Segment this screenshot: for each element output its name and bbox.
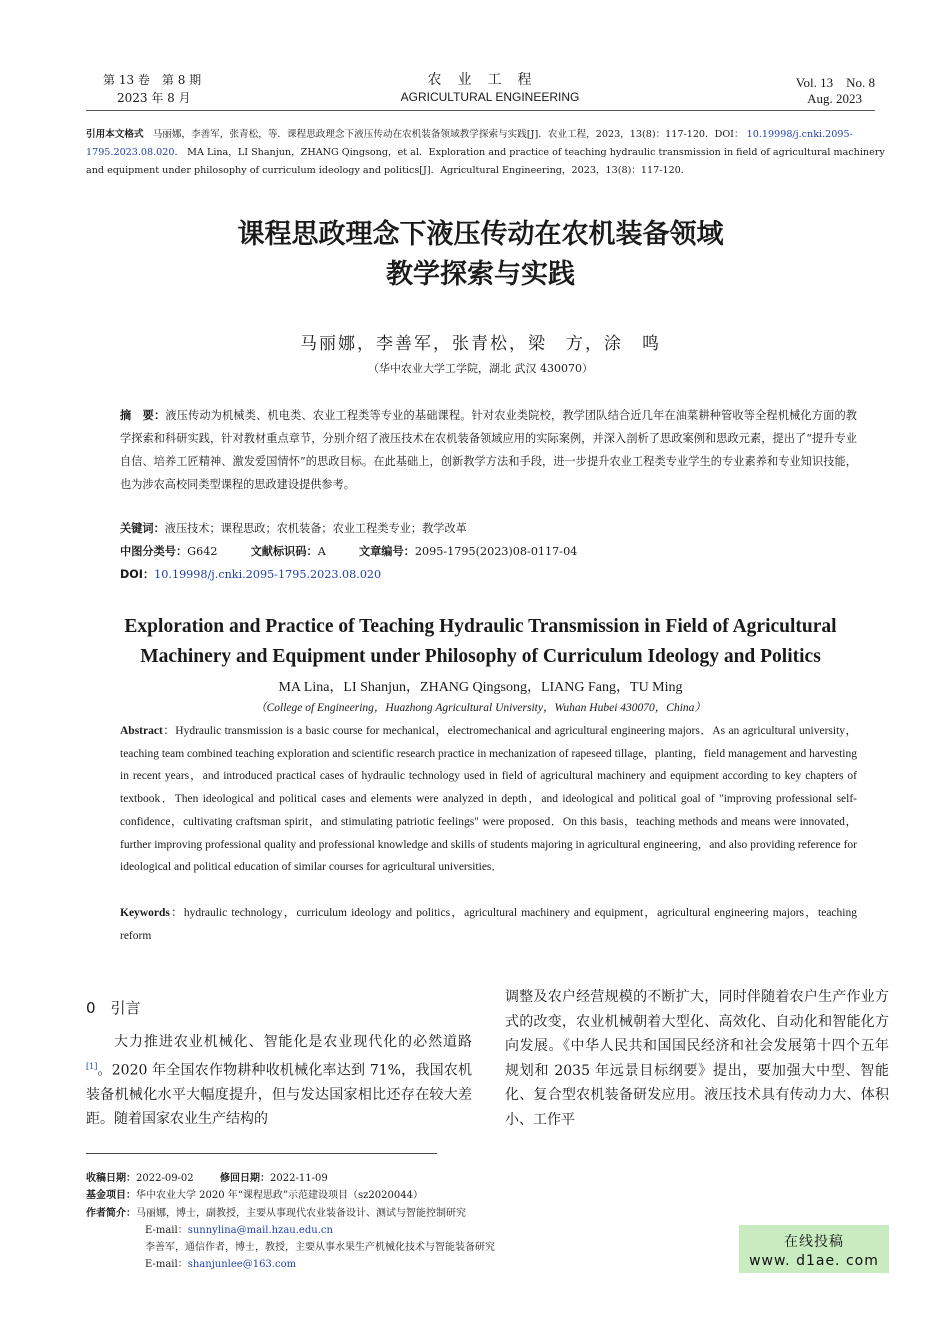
header-volume-cn: 第 13 卷 第 8 期 <box>103 73 202 87</box>
article-number-label: 文章编号： <box>358 545 415 558</box>
classification-line <box>120 541 857 563</box>
keywords-cn-text: 液压技术；课程思政；农机装备；农业工程类专业；教学改革 <box>164 522 467 535</box>
abstract-cn-text: 液压传动为机械类、机电类、农业工程类等专业的基础课程。针对农业类院校，教学团队结合近几年在油菜耕种管收等全程机械化方面的教学探索和科研实践，针对教材重点章节，分别介绍了液压技术在农机装备领域应用的实际案例，并深入剖析了思政案例和思政元素，提出了“提升专业自信、培养工匠精神、激发爱国情怀”的思政目标。在此基础上，创新教学方法和手段，进一步提升农业工程类专业学生的专业素养和专业知识技能，也为涉农高校同类型课程的思政建设提供参考。 <box>120 409 857 491</box>
title-en-line2: Machinery and Equipment under Philosophy of Curriculum Ideology and Politics <box>140 646 821 667</box>
email-1-link[interactable]: sunnylina@mail.hzau.edu.cn <box>187 1225 333 1236</box>
footnote-email-2 <box>145 1256 296 1274</box>
bio-1-text: 马丽娜，博士，副教授，主要从事现代农业装备设计、测试与智能控制研究 <box>136 1208 466 1219</box>
citation-label: 引用本文格式 <box>86 129 144 140</box>
header-journal-cn: 农 业 工 程 <box>427 72 533 88</box>
online-submission-badge[interactable] <box>739 1225 889 1273</box>
bio-label: 作者简介： <box>86 1208 136 1219</box>
footnote-email-1 <box>145 1222 333 1240</box>
authors-en: MA Lina，LI Shanjun，ZHANG Qingsong，LIANG Fang，TU Ming <box>278 680 683 695</box>
article-number-value: 2095-1795(2023)08-0117-04 <box>414 545 578 558</box>
email-2-label: E-mail： <box>145 1259 188 1270</box>
header-date-en: Aug. 2023 <box>807 91 862 106</box>
doi-line <box>120 564 857 586</box>
intro-left-column <box>86 1030 472 1132</box>
footnote-bio-1 <box>86 1205 466 1223</box>
clc-value: G642 <box>187 545 218 558</box>
intro-left-text-1: 大力推进农业机械化、智能化是农业现代化的必然道路 <box>114 1034 472 1050</box>
doi-link[interactable]: 10.19998/j.cnki.2095-1795.2023.08.020 <box>154 568 382 581</box>
online-submission-title: 在线投稿 <box>784 1234 844 1250</box>
received-date: 2022-09-02 <box>136 1173 194 1184</box>
citation-doi-link[interactable]: 10.19998/j.cnki.2095-1795.2023.08.020 <box>86 129 853 158</box>
clc-label: 中图分类号： <box>120 545 188 558</box>
fund-label: 基金项目： <box>86 1190 136 1201</box>
abstract-cn <box>120 404 857 496</box>
footnote-rule <box>86 1153 437 1154</box>
intro-right-column: 调整及农户经营规模的不断扩大，同时伴随着农户生产作业方式的改变，农业机械朝着大型化、高效化、自动化和智能化方向发展。《中华人民共和国国民经济和社会发展第十四个五年规划和 2035 年远景目标纲要》提出，要加强大中型、智能化、复合型农机装备研发应用。液压技术具有传动力大、体积小、工作平 <box>505 989 889 1128</box>
keywords-cn <box>120 518 857 540</box>
citation-text-en: . MA Lina，LI Shanjun，ZHANG Qingsong，et al．Exploration and practice of teaching hydraulic transmission in field of agricultural machinery and equipment under philosophy of curriculum ideology and politics[J]．Agricultural Engineering，2023，13(8)：117-120. <box>86 147 885 176</box>
footnote-bio-2: 李善军，通信作者，博士，教授，主要从事水果生产机械化技术与智能装备研究 <box>145 1242 495 1253</box>
abstract-en <box>120 720 857 879</box>
abstract-en-text: ：Hydraulic transmission is a basic course for mechanical，electromechanical and agricultural engineering majors．As an agricultural university，teaching team combined teaching exploration and scientific research practice in mechanization of rapeseed tillage，planting，field management and harvesting in recent years，and introduced practical cases of hydraulic technology used in field of agricultural machinery and equipment according to key chapters of textbook．Then ideological and political cases and elements were analyzed in depth，and ideological and political goal of "improving professional self-confidence，cultivating craftsman spirit，and stimulating patriotic feelings" were proposed．On this basis，teaching methods and means were innovated，further improving professional quality and professional knowledge and skills of students majoring in agricultural engineering，and also providing reference for ideological and political education of similar courses for agricultural universities． <box>120 725 857 874</box>
email-1-label: E-mail： <box>145 1225 188 1236</box>
title-cn-line2: 教学探索与实践 <box>386 259 575 290</box>
footnote-dates <box>86 1170 328 1188</box>
affiliation-en: （College of Engineering，Huazhong Agricultural University，Wuhan Hubei 430070，China） <box>255 702 706 714</box>
header-rule <box>86 110 875 111</box>
authors-cn: 马丽娜，李善军，张青松，梁 方，涂 鸣 <box>300 334 661 354</box>
received-label: 收稿日期： <box>86 1173 136 1184</box>
citation-block <box>86 126 892 180</box>
doc-code-value: A <box>317 545 326 558</box>
keywords-cn-label: 关键词： <box>120 522 165 535</box>
abstract-en-label: Abstract <box>120 725 163 737</box>
citation-text-cn: 马丽娜，李善军，张青松，等．课程思政理念下液压传动在农机装备领域教学探索与实践[J]．农业工程，2023，13(8)：117-120．DOI： <box>152 129 744 140</box>
affiliation-cn: （华中农业大学工学院，湖北 武汉 430070） <box>368 362 593 375</box>
email-2-link[interactable]: shanjunlee@163.com <box>187 1259 297 1270</box>
header-journal-en: AGRICULTURAL ENGINEERING <box>400 90 580 104</box>
title-en-line1: Exploration and Practice of Teaching Hydraulic Transmission in Field of Agricultural <box>124 616 837 637</box>
abstract-cn-label: 摘 要： <box>120 409 166 422</box>
header-volume-en: Vol. 13 No. 8 <box>795 75 875 90</box>
doi-label: DOI： <box>120 568 155 581</box>
section-heading-intro: 0 引言 <box>86 999 141 1017</box>
keywords-en <box>120 902 857 947</box>
intro-left-text-2: 。2020 年全国农作物耕种收机械化率达到 71%，我国农机装备机械化水平大幅度提升，但与发达国家相比还存在较大差距。随着国家农业生产结构的 <box>86 1062 472 1128</box>
revised-date: 2022-11-09 <box>270 1173 328 1184</box>
header-date-cn: 2023 年 8 月 <box>117 91 191 105</box>
doc-code-label: 文献标识码： <box>250 545 318 558</box>
keywords-en-label: Keywords <box>120 907 170 919</box>
footnote-fund <box>86 1187 423 1205</box>
title-cn-line1: 课程思政理念下液压传动在农机装备领域 <box>237 219 724 250</box>
online-submission-url: www. d1ae. com <box>749 1253 879 1269</box>
revised-label: 修回日期： <box>220 1173 271 1184</box>
reference-1-link[interactable]: [1] <box>86 1061 98 1071</box>
keywords-en-text: ：hydraulic technology，curriculum ideology and politics，agricultural machinery and equipment，agricultural engineering majors，teaching reform <box>120 907 857 942</box>
fund-text: 华中农业大学 2020 年“课程思政”示范建设项目（sz2020044） <box>136 1190 423 1201</box>
